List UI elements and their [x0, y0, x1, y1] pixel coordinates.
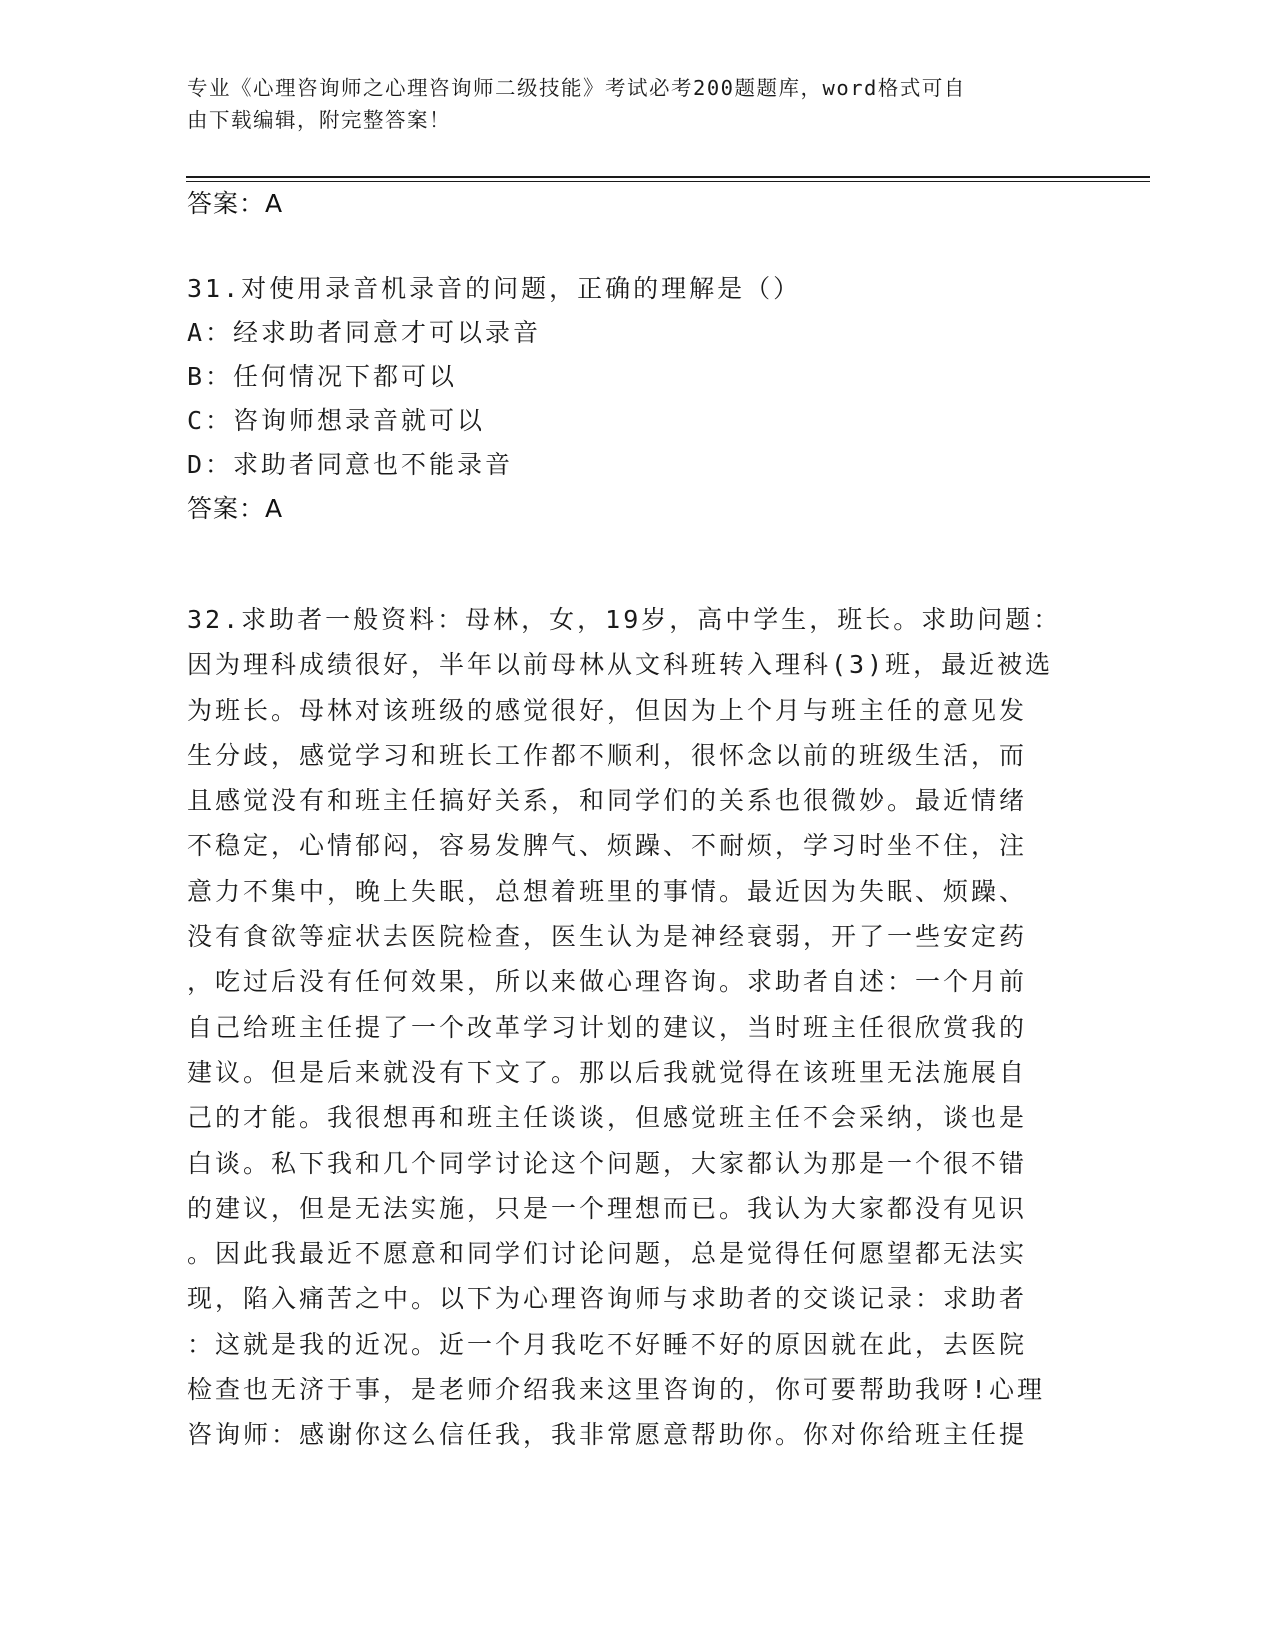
question-32-line: 因为理科成绩很好，半年以前母林从文科班转入理科(3)班，最近被选	[187, 650, 1054, 680]
question-32-line: 的建议，但是无法实施，只是一个理想而已。我认为大家都没有见识	[187, 1193, 1028, 1223]
question-32-line: 不稳定，心情郁闷，容易发脾气、烦躁、不耐烦，学习时坐不住，注	[187, 831, 1028, 861]
question-32-line: 32.求助者一般资料：母林，女，19岁，高中学生，班长。求助问题：	[187, 605, 1062, 634]
question-32-body	[187, 597, 1067, 1458]
question-32-line: 且感觉没有和班主任搞好关系，和同学们的关系也很微妙。最近情绪	[187, 786, 1028, 816]
question-31-option-d: D：求助者同意也不能录音	[187, 450, 514, 479]
header-line-1: 专业《心理咨询师之心理咨询师二级技能》考试必考200题题库，word格式可自	[187, 76, 966, 100]
question-31-option-c: C：咨询师想录音就可以	[187, 406, 486, 435]
question-31-stem: 31.对使用录音机录音的问题，正确的理解是（）	[187, 274, 802, 303]
question-32-line: 现，陷入痛苦之中。以下为心理咨询师与求助者的交谈记录：求助者	[187, 1284, 1028, 1314]
question-32-line: 没有食欲等症状去医院检查，医生认为是神经衰弱，开了一些安定药	[187, 922, 1028, 952]
document-header-note	[187, 72, 1067, 136]
question-32-line: 检查也无济于事，是老师介绍我来这里咨询的，你可要帮助我呀!心理	[187, 1375, 1046, 1405]
question-31-option-b: B：任何情况下都可以	[187, 362, 458, 391]
question-31-answer: 答案：A	[187, 494, 284, 523]
header-rule-thin	[186, 181, 1150, 182]
question-32-line: 意力不集中，晚上失眠，总想着班里的事情。最近因为失眠、烦躁、	[187, 876, 1028, 906]
question-32-line: 自己给班主任提了一个改革学习计划的建议，当时班主任很欣赏我的	[187, 1012, 1028, 1042]
header-line-2: 由下载编辑，附完整答案！	[187, 108, 451, 132]
question-32-line: 己的才能。我很想再和班主任谈谈，但感觉班主任不会采纳，谈也是	[187, 1103, 1028, 1133]
question-32-line: 为班长。母林对该班级的感觉很好，但因为上个月与班主任的意见发	[187, 695, 1028, 725]
question-32-line: 建议。但是后来就没有下文了。那以后我就觉得在该班里无法施展自	[187, 1057, 1028, 1087]
header-rule-thick	[186, 176, 1150, 178]
question-32-line: 生分歧，感觉学习和班长工作都不顺利，很怀念以前的班级生活，而	[187, 740, 1028, 770]
question-32-line: 。因此我最近不愿意和同学们讨论问题，总是觉得任何愿望都无法实	[187, 1239, 1028, 1269]
question-31-option-a: A：经求助者同意才可以录音	[187, 318, 542, 347]
question-32-line: ：这就是我的近况。近一个月我吃不好睡不好的原因就在此，去医院	[187, 1329, 1028, 1359]
question-32-line: ，吃过后没有任何效果，所以来做心理咨询。求助者自述：一个月前	[187, 967, 1028, 997]
question-32-line: 咨询师：感谢你这么信任我，我非常愿意帮助你。你对你给班主任提	[187, 1420, 1028, 1450]
previous-answer: 答案：A	[187, 189, 284, 218]
question-32-line: 白谈。私下我和几个同学讨论这个问题，大家都认为那是一个很不错	[187, 1148, 1028, 1178]
